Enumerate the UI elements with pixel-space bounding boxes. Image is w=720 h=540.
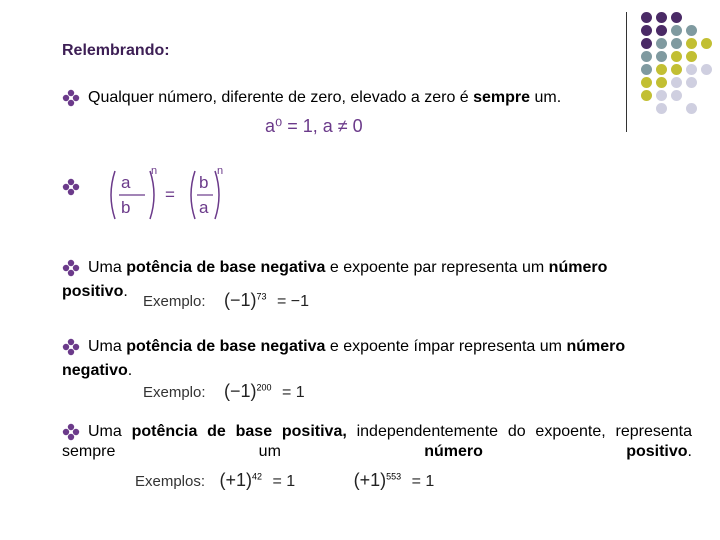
bullet-3-line2 (62, 282, 128, 302)
dot (656, 64, 667, 75)
bullet-5-bold2: número positivo (424, 443, 688, 460)
dot (656, 103, 667, 114)
bullet-1-bold: sempre (473, 89, 531, 106)
example-exponent-1: 42 (252, 471, 263, 482)
fraction-lhs-num: a (121, 173, 131, 192)
bullet-5-pre: Uma (88, 423, 132, 440)
bullet-4-bold3: negativo (62, 362, 128, 379)
example-exponent: 200 (256, 382, 272, 393)
bullet-5-mid: independentemente do expoente, representa sempre um (62, 423, 692, 460)
dot (641, 38, 652, 49)
example-exponent-2: 553 (386, 471, 402, 482)
example-base-2: (+1) (353, 470, 387, 490)
fraction-rhs-den: a (199, 198, 209, 217)
example-base: (−1) (223, 290, 257, 310)
dot (641, 77, 652, 88)
bullet-4-bold2: número (566, 338, 626, 355)
dot (671, 12, 682, 23)
dot (701, 38, 712, 49)
fraction-rhs-num: b (199, 173, 209, 192)
example-base-1: (+1) (219, 470, 252, 490)
dot (686, 77, 697, 88)
example-result: = −1 (276, 293, 309, 310)
dot (671, 77, 682, 88)
example-result-2: = 1 (411, 473, 435, 490)
example-label: Exemplos: (135, 473, 206, 490)
example-exponent: 73 (256, 291, 267, 302)
bullet-4-pre: Uma (88, 338, 127, 355)
dot (671, 64, 682, 75)
dot (686, 103, 697, 114)
bullet-4-line2 (62, 361, 132, 381)
example-label: Exemplo: (143, 384, 206, 401)
bullet-4-end: . (127, 362, 133, 379)
dot (641, 64, 652, 75)
dot (686, 25, 697, 36)
bullet-5 (62, 422, 692, 462)
bullet-5-bold1: potência de base positiva, (131, 423, 347, 440)
dot (671, 38, 682, 49)
example-label: Exemplo: (143, 293, 206, 310)
bullet-3-pre: Uma (88, 259, 127, 276)
dot (641, 12, 652, 23)
dot (671, 90, 682, 101)
dot (641, 51, 652, 62)
bullet-3-end: . (123, 283, 128, 300)
bullet-3 (62, 258, 702, 278)
diamond-bullet-icon (62, 338, 80, 356)
bullet-1-tail: um. (530, 89, 562, 106)
bullet-3-bold3: positivo (62, 283, 124, 300)
example-result-1: = 1 (272, 473, 296, 490)
bullet-3-bold1: potência de base negativa (126, 259, 326, 276)
dot (671, 25, 682, 36)
bullet-3-mid: e expoente par representa um (325, 259, 549, 276)
example-result: = 1 (281, 384, 305, 401)
dot (656, 77, 667, 88)
bullet-4 (62, 337, 702, 357)
dot (686, 64, 697, 75)
equals-sign: = (165, 185, 175, 204)
example-5 (135, 470, 434, 491)
example-base: (−1) (223, 381, 257, 401)
dot (656, 90, 667, 101)
dot (656, 38, 667, 49)
bullet-4-bold1: potência de base negativa (126, 338, 326, 355)
page-title: Relembrando: (62, 42, 170, 59)
fraction-lhs-den: b (121, 198, 131, 217)
example-3 (143, 290, 309, 311)
dot (686, 51, 697, 62)
vertical-divider (626, 12, 627, 132)
dot (641, 25, 652, 36)
bullet-1 (62, 88, 632, 108)
dot (671, 51, 682, 62)
bullet-3-bold2: número (548, 259, 608, 276)
exponent-n-right: n (217, 165, 224, 177)
diamond-bullet-icon (62, 89, 80, 107)
diamond-bullet-icon (62, 423, 80, 441)
bullet-1-text: Qualquer número, diferente de zero, elevado a zero é (88, 89, 474, 106)
dot (641, 90, 652, 101)
example-4 (143, 381, 305, 402)
dot (656, 25, 667, 36)
formula-fraction-inverse (105, 165, 235, 225)
dot (656, 51, 667, 62)
bullet-5-end: . (687, 443, 692, 460)
diamond-bullet-icon (62, 178, 80, 196)
diamond-bullet-icon (62, 259, 80, 277)
dot (701, 64, 712, 75)
formula-zero-exponent: a⁰ = 1, a ≠ 0 (265, 116, 363, 136)
bullet-4-mid: e expoente ímpar representa um (325, 338, 567, 355)
dot (656, 12, 667, 23)
exponent-n-left: n (151, 165, 158, 177)
dot (686, 38, 697, 49)
